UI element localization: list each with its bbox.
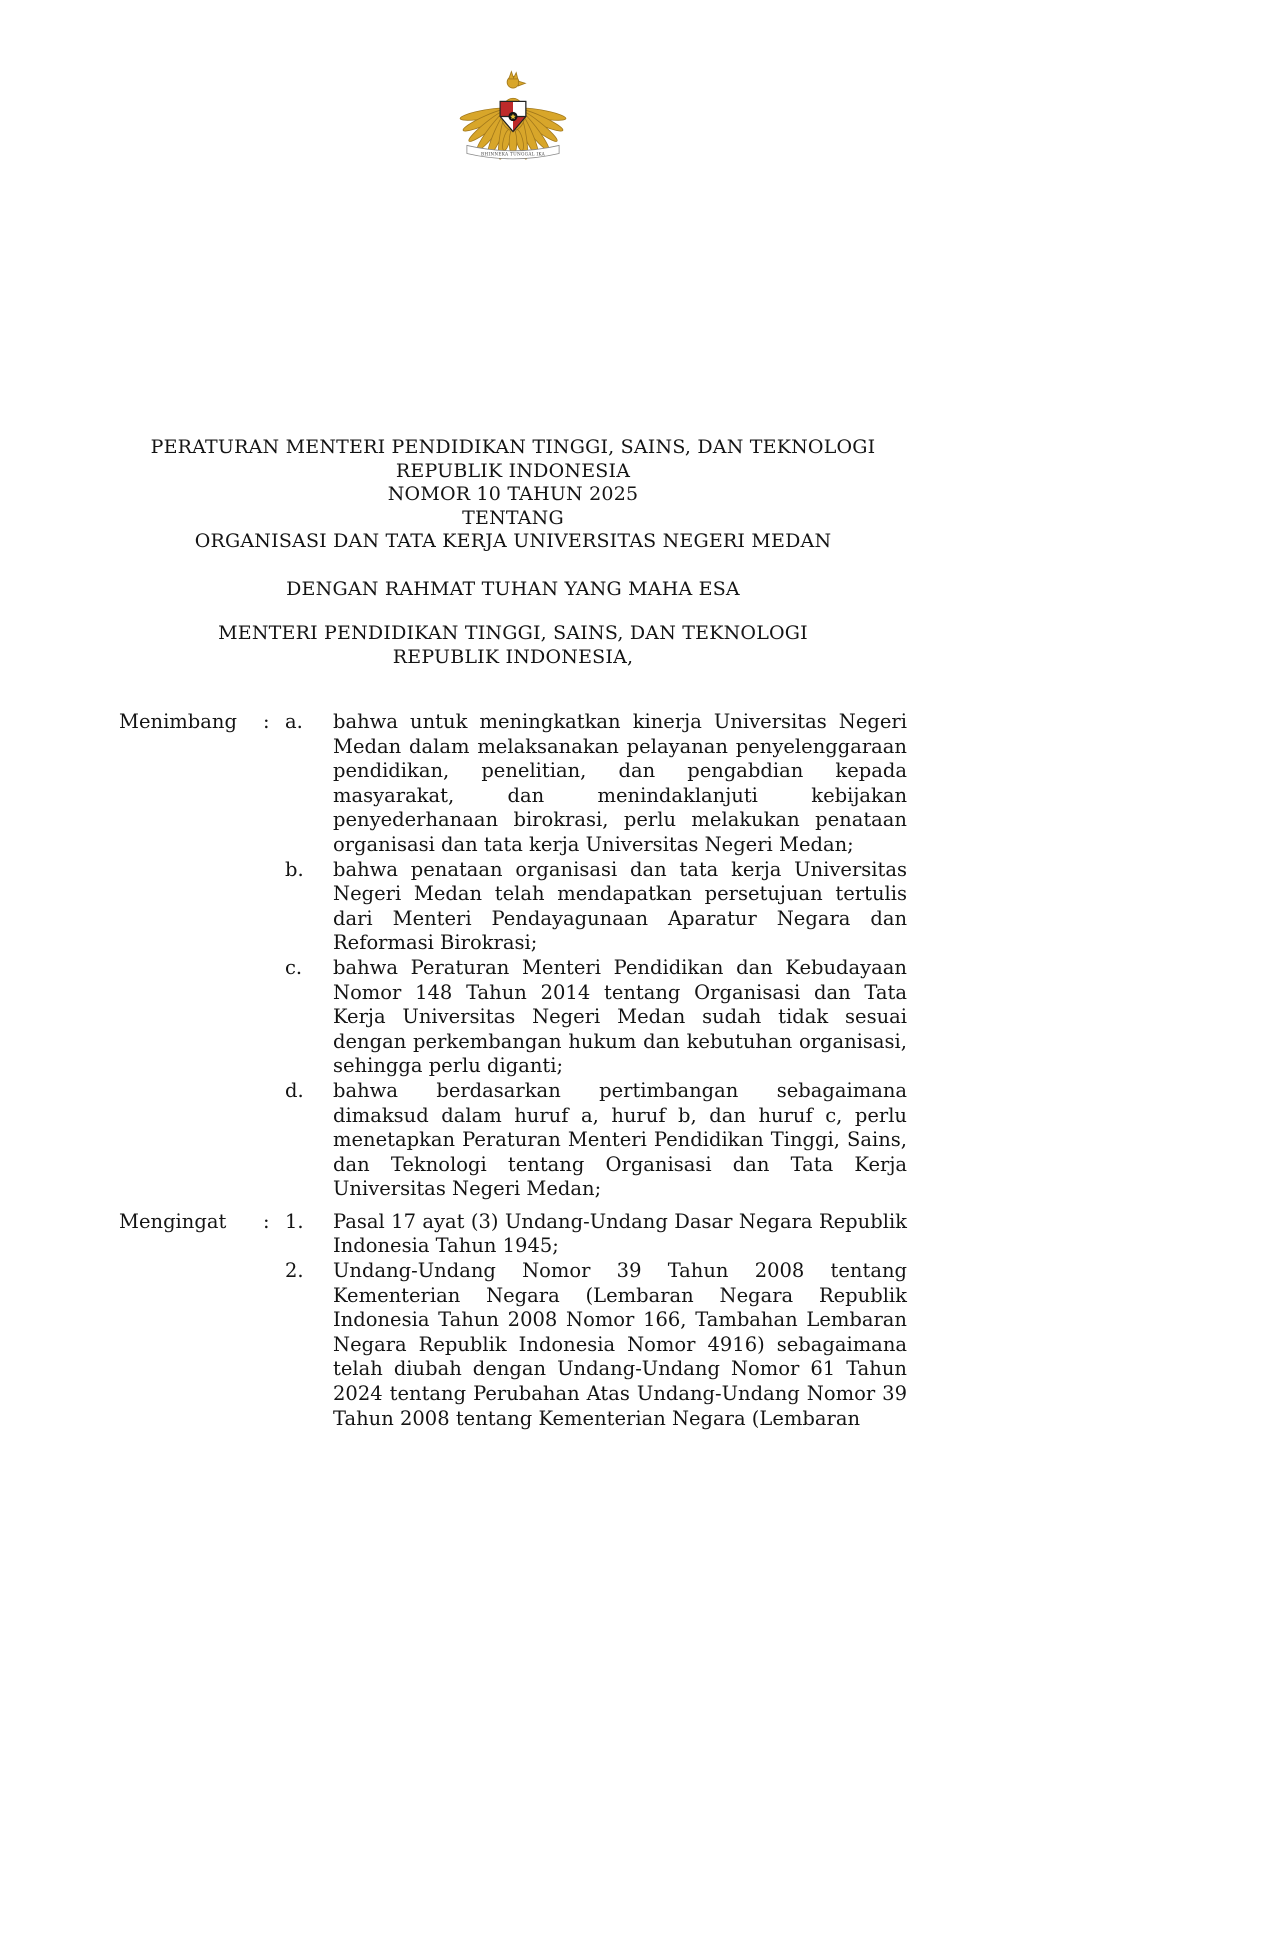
title-line-4: TENTANG <box>462 506 564 529</box>
section-items <box>285 1210 907 1431</box>
list-item <box>285 1079 907 1202</box>
title-line-1: PERATURAN MENTERI PENDIDIKAN TINGGI, SAINS, DAN TEKNOLOGI <box>150 436 876 458</box>
item-marker: b. <box>285 857 304 881</box>
garuda-emblem-icon <box>454 50 572 176</box>
section-colon: : <box>263 1209 270 1233</box>
title-line-2: REPUBLIK INDONESIA <box>395 459 631 482</box>
item-marker: 2. <box>285 1259 304 1283</box>
document-title-block <box>119 436 907 554</box>
list-item <box>285 858 907 956</box>
garuda-pancasila-emblem <box>119 0 907 180</box>
section-mengingat <box>119 1210 907 1431</box>
title-line-3: NOMOR 10 TAHUN 2025 <box>387 483 639 505</box>
item-marker: 1. <box>285 1209 304 1233</box>
authority-line-2: REPUBLIK INDONESIA, <box>392 645 634 668</box>
item-marker: c. <box>285 955 303 979</box>
document-content-column <box>119 0 907 1431</box>
item-text: Undang-Undang Nomor 39 Tahun 2008 tentang Kementerian Negara (Lembaran Negara Republik Indonesia Tahun 2008 Nomor 166, Tambahan Lembaran Negara Republik Indonesia Nomor 4916) sebagaimana telah diubah dengan Undang-Undang Nomor 61 Tahun 2024 tentang Perubahan Atas Undang-Undang Nomor 39 Tahun 2008 tentang Kementerian Negara (Lembaran <box>333 1259 907 1430</box>
list-item <box>285 956 907 1079</box>
list-item <box>285 1259 907 1431</box>
item-marker: d. <box>285 1078 304 1102</box>
section-items <box>285 710 907 1202</box>
item-text: bahwa berdasarkan pertimbangan sebagaimana dimaksud dalam huruf a, huruf b, dan huruf c, perlu menetapkan Peraturan Menteri Pendidikan Tinggi, Sains, dan Teknologi tentang Organisasi dan Tata Kerja Universitas Negeri Medan; <box>333 1078 907 1201</box>
motto-banner-text: BHINNEKA TUNGGAL IKA <box>481 152 545 158</box>
section-colon: : <box>263 710 270 733</box>
item-text: bahwa Peraturan Menteri Pendidikan dan Kebudayaan Nomor 148 Tahun 2014 tentang Organisasi dan Tata Kerja Universitas Negeri Medan sudah tidak sesuai dengan perkembangan hukum dan kebutuhan organisasi, sehingga perlu diganti; <box>333 955 907 1078</box>
section-label: Mengingat <box>119 1209 227 1233</box>
item-text: Pasal 17 ayat (3) Undang-Undang Dasar Negara Republik Indonesia Tahun 1945; <box>333 1209 907 1258</box>
authority-line-1: MENTERI PENDIDIKAN TINGGI, SAINS, DAN TEKNOLOGI <box>218 622 808 644</box>
title-line-5: ORGANISASI DAN TATA KERJA UNIVERSITAS NEGERI MEDAN <box>194 530 832 552</box>
authority-block <box>119 622 907 669</box>
item-text: bahwa penataan organisasi dan tata kerja Universitas Negeri Medan telah mendapatkan persetujuan tertulis dari Menteri Pendayagunaan Aparatur Negara dan Reformasi Birokrasi; <box>333 857 907 955</box>
section-menimbang <box>119 710 907 1202</box>
list-item <box>285 710 907 858</box>
invocation-line: DENGAN RAHMAT TUHAN YANG MAHA ESA <box>286 577 740 600</box>
list-item <box>285 1210 907 1259</box>
document-body <box>119 710 907 1431</box>
item-marker: a. <box>285 710 303 733</box>
section-label: Menimbang <box>119 710 237 733</box>
item-text: bahwa untuk meningkatkan kinerja Universitas Negeri Medan dalam melaksanakan pelayanan penyelenggaraan pendidikan, penelitian, dan pengabdian kepada masyarakat, dan menindaklanjuti kebijakan penyederhanaan birokrasi, perlu melakukan penataan organisasi dan tata kerja Universitas Negeri Medan; <box>333 710 907 856</box>
